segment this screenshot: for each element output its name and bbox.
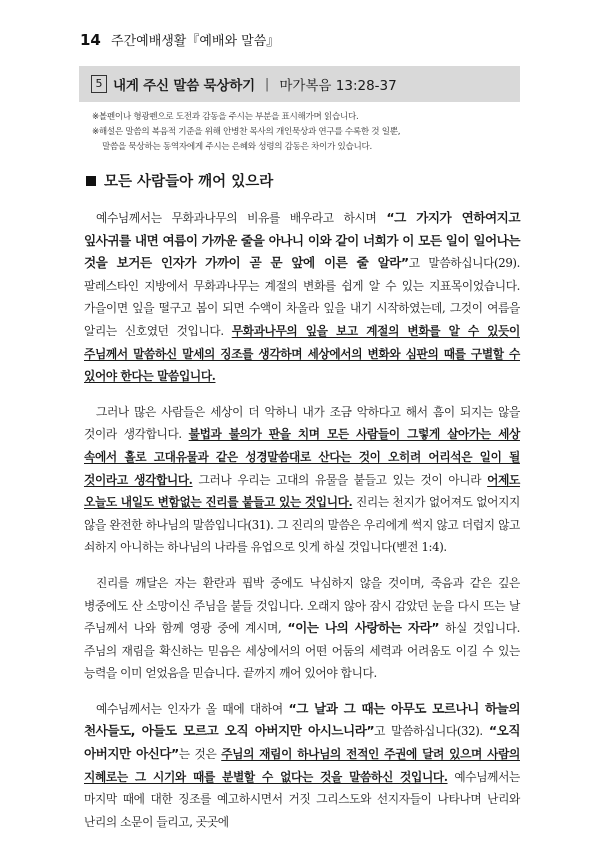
underlined-emphasis: 주님의 재림이 하나님의 전적인 주권에 달려 있으며 사람의 지혜로는 그 시기와 때를 분별할 수 없다는 것을 말씀하신 것입니다. [84, 747, 520, 784]
body-text-run: 예수님께서는 인자가 올 때에 대하여 [96, 701, 289, 716]
body-text-run: 고 말씀하십니다(29). 팔레스타인 지방에서 무화과나무는 계절의 변화를 쉽게 알 수 있는 지표목이었습니다. 가을이면 잎을 떨구고 봄이 되면 수액이 차올라 잎을 내기 시작하였는데, 그것이 여름을 알리는 신호였던 것입니다. [84, 256, 520, 338]
banner-separator: | [264, 76, 270, 92]
scripture-quote: “그 날과 그 때는 아무도 모르나니 하늘의 천사들도, 아들도 모르고 오직 아버지만 아시느니라” [84, 700, 521, 739]
section-heading-text: 모든 사람들아 깨어 있으라 [104, 174, 274, 190]
body-text [84, 207, 520, 846]
banner-number: 5 [91, 75, 107, 93]
page-number: 14 [80, 31, 101, 49]
body-paragraph [84, 207, 520, 388]
running-head-title: 주간예배생활『예배와 말씀』 [111, 34, 280, 49]
scripture-quote: “이는 나의 사랑하는 자라” [287, 620, 440, 636]
note-line: 말씀을 묵상하는 동역자에게 주시는 은혜와 성령의 감동은 차이가 있습니다. [102, 142, 372, 152]
underlined-emphasis: 불법과 불의가 판을 치며 모든 사람들이 그렇게 살아가는 세상 속에서 홀로 고대유물과 같은 성경말씀대로 산다는 것이 오히려 어리석은 일이 될 것이라고 생각합니다. [84, 427, 520, 487]
body-text-run: 예수님께서는 마지막 때에 대한 징조를 예고하시면서 거짓 그리스도와 선지자들이 나타나며 난리와 난리의 소문이 들리고, 곳곳에 [84, 769, 520, 829]
reading-notes [92, 110, 522, 155]
underlined-emphasis: 어제도 오늘도 내일도 변함없는 진리를 붙들고 있는 것입니다. [84, 472, 520, 510]
scripture-reference: 마가복음 13:28-37 [279, 78, 397, 94]
scripture-quote: “그 가지가 연하여지고 잎사귀를 내면 여름이 가까운 줄을 아나니 이와 같이 너희가 이 모든 일이 일어나는 것을 보거든 인자가 가까이 곧 문 앞에 이른 줄 알라” [84, 210, 520, 271]
running-head [80, 30, 279, 49]
body-text-run: 진리는 천지가 없어져도 없어지지 않을 완전한 하나님의 말씀입니다(31). 그 진리의 말씀은 우리에게 썩지 않고 더럽지 않고 쇠하지 아니하는 하나님의 나라를 유업으로 잇게 하실 것입니다(벧전 1:4). [84, 495, 520, 555]
note-line: ※볼펜이나 형광펜으로 도전과 감동을 주시는 부분을 표시해가며 읽습니다. [92, 112, 359, 122]
body-paragraph [84, 698, 520, 834]
body-text-run: 예수님께서는 무화과나무의 비유를 배우라고 하시며 [96, 211, 387, 225]
body-text-run: 그러나 우리는 고대의 유물을 붙들고 있는 것이 아니라 [192, 472, 488, 487]
body-paragraph [84, 401, 520, 559]
square-bullet-icon [86, 176, 96, 186]
body-text-run: 하실 것입니다. 주님의 재림을 확신하는 믿음은 세상에서의 어떤 어둠의 세력과 어려움도 이길 수 있는 능력을 이미 얻었음을 믿습니다. 끝까지 깨어 있어야 합니다. [84, 621, 520, 681]
note-line: ※해설은 말씀의 복음적 기준을 위해 안병찬 목사의 개인묵상과 연구를 수록한 것 일뿐, [92, 127, 401, 137]
body-text-run: 고 말씀하십니다(32). [374, 724, 489, 739]
underlined-emphasis: 무화과나무의 잎을 보고 계절의 변화를 알 수 있듯이 주님께서 말씀하신 말세의 징조를 생각하며 세상에서의 변화와 심판의 때를 구별할 수 있어야 한다는 말씀입니다. [84, 323, 520, 384]
section-heading [86, 170, 273, 191]
body-text-run: 는 것은 [178, 747, 222, 762]
body-text-run: 진리를 깨달은 자는 환란과 핍박 중에도 낙심하지 않을 것이며, 죽음과 같은 깊은 병중에도 산 소망이신 주님을 붙들 것입니다. 오래지 않아 잠시 감았던 눈을 다시 뜨는 날 주님께서 나와 함께 영광 중에 계시며, [84, 575, 520, 636]
section-banner [79, 66, 520, 102]
scripture-quote: “오직 아버지만 아신다” [84, 723, 520, 762]
banner-title: 내게 주신 말씀 묵상하기 [113, 78, 255, 94]
body-text-run: 그러나 많은 사람들은 세상이 더 악하니 내가 조금 악하다고 해서 흠이 되지는 않을 것이라 생각합니다. [84, 404, 520, 442]
body-paragraph [84, 572, 520, 685]
